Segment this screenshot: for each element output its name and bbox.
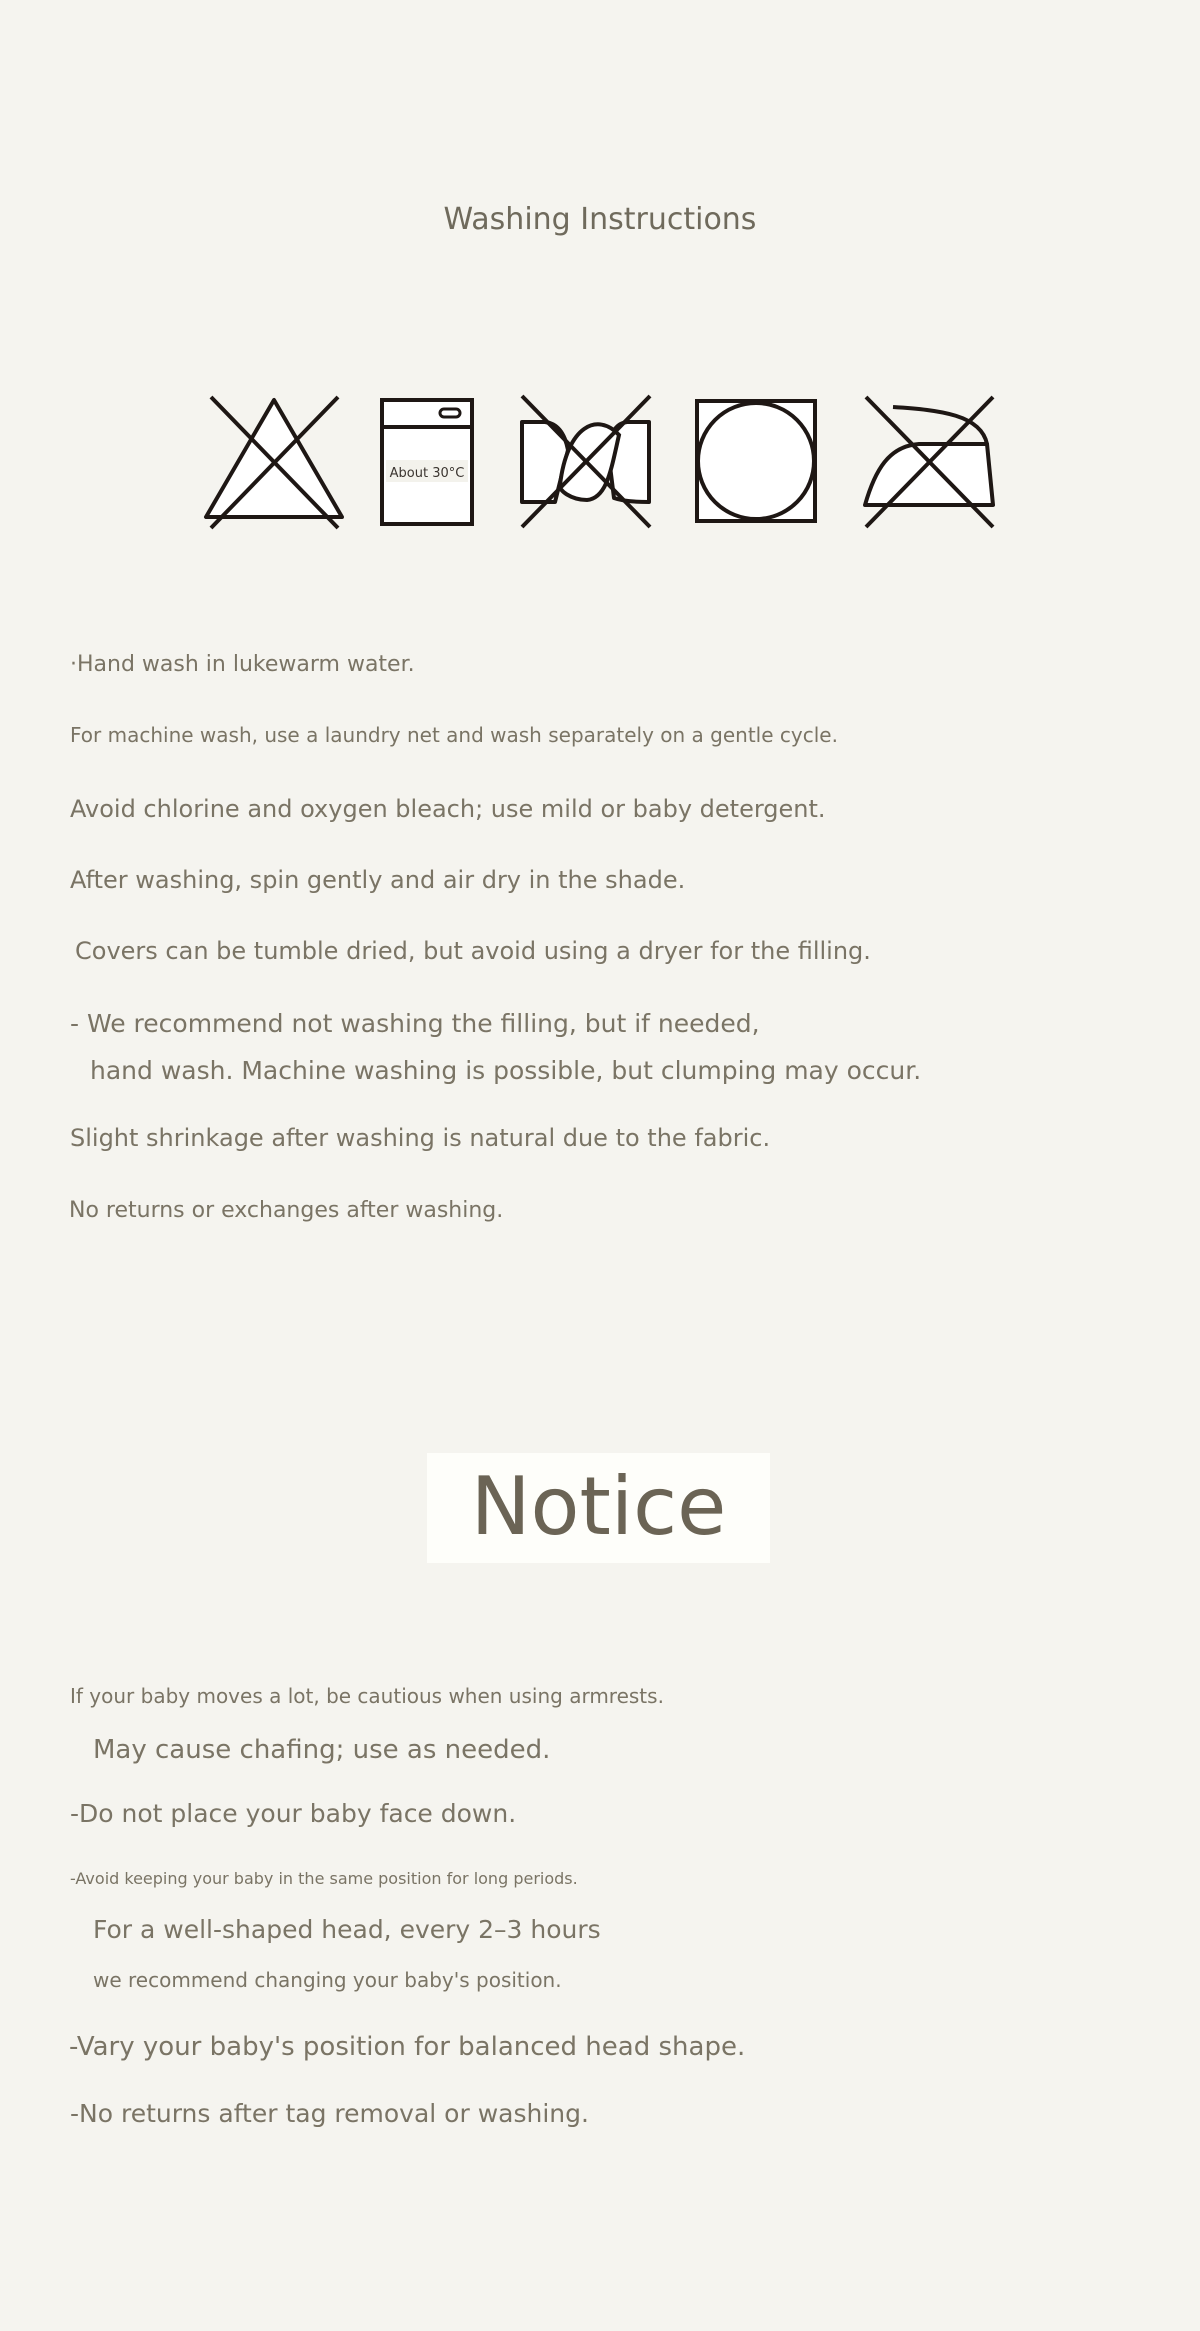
no-bleach-icon xyxy=(203,390,345,540)
notice-line: -Do not place your baby face down. xyxy=(70,1799,517,1828)
notice-line: -Vary your baby's position for balanced head shape. xyxy=(69,2032,746,2062)
washing-title: Washing Instructions xyxy=(443,202,757,237)
machine-wash-30-icon xyxy=(378,390,476,530)
tumble-dry-icon xyxy=(693,390,819,530)
notice-line: -Avoid keeping your baby in the same position for long periods. xyxy=(70,1869,578,1888)
no-iron-icon xyxy=(861,390,997,540)
notice-line: If your baby moves a lot, be cautious when using armrests. xyxy=(70,1684,664,1708)
wash-line: Covers can be tumble dried, but avoid using a dryer for the filling. xyxy=(75,937,871,965)
notice-line: For a well-shaped head, every 2–3 hours xyxy=(93,1915,601,1944)
notice-line: we recommend changing your baby's position. xyxy=(93,1968,562,1992)
notice-line: May cause chafing; use as needed. xyxy=(93,1735,551,1765)
wash-line: Slight shrinkage after washing is natural due to the fabric. xyxy=(70,1124,771,1152)
wash-temp-label: About 30°C xyxy=(389,466,465,481)
no-wring-icon xyxy=(515,390,655,540)
wash-line: - We recommend not washing the filling, but if needed, xyxy=(70,1009,760,1038)
wash-line: hand wash. Machine washing is possible, but clumping may occur. xyxy=(90,1056,922,1085)
notice-line: -No returns after tag removal or washing. xyxy=(70,2099,589,2128)
wash-line: Avoid chlorine and oxygen bleach; use mild or baby detergent. xyxy=(70,795,826,823)
wash-line: After washing, spin gently and air dry in the shade. xyxy=(70,866,686,894)
notice-title: Notice xyxy=(470,1460,727,1553)
wash-line: For machine wash, use a laundry net and wash separately on a gentle cycle. xyxy=(70,723,838,747)
wash-line: ·Hand wash in lukewarm water. xyxy=(70,652,415,677)
wash-line: No returns or exchanges after washing. xyxy=(69,1198,504,1223)
